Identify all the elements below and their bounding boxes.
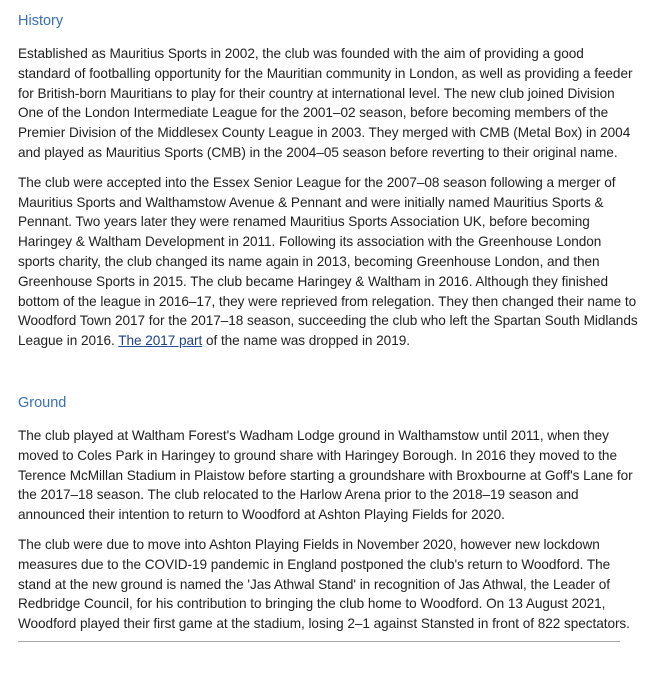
history-paragraph-2: [18, 173, 640, 351]
ground-paragraph-2: The club were due to move into Ashton Playing Fields in November 2020, however new lockdown measures due to the COVID-19 pandemic in England postponed the club's return to Woodford. The stand at the new ground is named the 'Jas Athwal Stand' in recognition of Jas Athwal, the Leader of Redbridge Council, for his contribution to bringing the club home to Woodford. On 13 August 2021, Woodford played their first game at the stadium, losing 2–1 against Stansted in front of 822 spectators.: [18, 536, 630, 632]
the-2017-part-link[interactable]: The 2017 part: [118, 333, 203, 349]
section-spacer: [18, 361, 640, 394]
history-paragraph-2-text-end: of the name was dropped in 2019.: [202, 333, 410, 349]
history-paragraph-1: Established as Mauritius Sports in 2002, the club was founded with the aim of providing a good standard of footballing opportunity for the Mauritian community in London, as well as providing a feeder for British-born Mauritians to play for their country at international level. The new club joined Division One of the London Intermediate League for the 2001–02 season, before becoming members of the Premier Division of the Middlesex County League in 2003. They merged with CMB (Metal Box) in 2004 and played as Mauritius Sports (CMB) in the 2004–05 season before reverting to their original name.: [18, 46, 633, 160]
ground-heading: Ground: [18, 394, 67, 411]
section-divider: [18, 641, 620, 642]
history-heading: History: [18, 13, 64, 29]
ground-paragraph-1: The club played at Waltham Forest's Wadham Lodge ground in Walthamstow until 2011, when they moved to Coles Park in Haringey to ground share with Haringey Borough. In 2016 they moved to the Terence McMillan Stadium in Plaistow before starting a groundshare with Broxbourne at Goff's Lane for the 2017–18 season. The club relocated to the Harlow Arena prior to the 2018–19 season and announced their intention to return to Woodford at Ashton Playing Fields for 2020.: [18, 427, 633, 523]
article-content: [18, 12, 640, 644]
history-paragraph-2-text-start: The club were accepted into the Essex Senior League for the 2007–08 season following a merger of Mauritius Sports and Walthamstow Avenue & Pennant and were initially named Mauritius Sports & Pennant. Two years later they were renamed Mauritius Sports Association UK, before becoming Haringey & Waltham Development in 2011. Following its association with the Greenhouse London sports charity, the club changed its name again in 2013, becoming Greenhouse London, and then Greenhouse Sports in 2015. The club became Haringey & Waltham in 2016. Although they finished bottom of the league in 2016–17, they were reprieved from relegation. They then changed their name to Woodford Town 2017 for the 2017–18 season, succeeding the club who left the Spartan South Midlands League in 2016.: [18, 174, 638, 349]
